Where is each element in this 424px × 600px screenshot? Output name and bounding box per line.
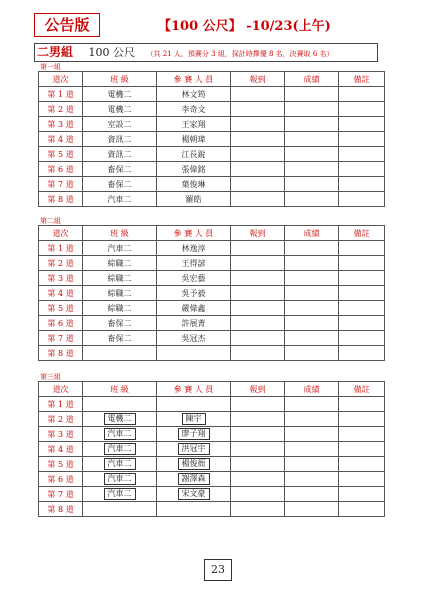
notice-badge: 公告版 (34, 13, 100, 37)
class-box: 汽車二 (104, 443, 136, 455)
table-row (39, 442, 385, 457)
col-class: 班 級 (83, 226, 157, 241)
heat-3-table (38, 381, 385, 517)
checkin-cell (231, 427, 285, 442)
class-cell: 電機二 (83, 87, 157, 102)
athlete-cell (157, 412, 231, 427)
class-cell: 汽車二 (83, 192, 157, 207)
checkin-cell (231, 117, 285, 132)
checkin-cell (231, 241, 285, 256)
athlete-cell (157, 397, 231, 412)
checkin-cell (231, 162, 285, 177)
heat-2-table (38, 225, 385, 361)
result-cell (285, 192, 339, 207)
athlete-cell: 嚴偉鑫 (157, 301, 231, 316)
group-bar (34, 43, 378, 62)
result-cell (285, 427, 339, 442)
remark-cell (339, 487, 385, 502)
result-cell (285, 331, 339, 346)
class-cell (83, 472, 157, 487)
result-cell (285, 147, 339, 162)
result-cell (285, 117, 339, 132)
class-cell (83, 346, 157, 361)
remark-cell (339, 132, 385, 147)
checkin-cell (231, 397, 285, 412)
result-cell (285, 346, 339, 361)
col-remark: 備註 (339, 72, 385, 87)
remark-cell (339, 427, 385, 442)
result-cell (285, 271, 339, 286)
result-cell (285, 301, 339, 316)
lane-cell: 第 3 道 (39, 117, 83, 132)
checkin-cell (231, 346, 285, 361)
checkin-cell (231, 286, 285, 301)
remark-cell (339, 472, 385, 487)
table-row (39, 412, 385, 427)
header-row (39, 382, 385, 397)
athlete-cell: 王家翔 (157, 117, 231, 132)
lane-cell: 第 3 道 (39, 271, 83, 286)
checkin-cell (231, 331, 285, 346)
checkin-cell (231, 132, 285, 147)
table-row (39, 316, 385, 331)
athlete-box: 廖子翔 (178, 428, 210, 440)
lane-cell: 第 1 道 (39, 241, 83, 256)
remark-cell (339, 241, 385, 256)
athlete-cell (157, 346, 231, 361)
class-cell: 室設二 (83, 117, 157, 132)
class-cell: 資訊二 (83, 132, 157, 147)
class-cell: 綜職二 (83, 271, 157, 286)
table-row (39, 147, 385, 162)
class-box: 汽車二 (104, 458, 136, 470)
class-cell: 畜保二 (83, 162, 157, 177)
athlete-cell: 李奇文 (157, 102, 231, 117)
lane-cell: 第 7 道 (39, 331, 83, 346)
athlete-box: 楊俊衙 (178, 458, 210, 470)
table-row (39, 457, 385, 472)
remark-cell (339, 177, 385, 192)
checkin-cell (231, 102, 285, 117)
col-class: 班 級 (83, 382, 157, 397)
athlete-box: 謝澤森 (178, 473, 210, 485)
result-cell (285, 286, 339, 301)
checkin-cell (231, 457, 285, 472)
col-checkin: 報到 (231, 226, 285, 241)
col-remark: 備註 (339, 382, 385, 397)
lane-cell: 第 8 道 (39, 502, 83, 517)
col-lane: 道次 (39, 382, 83, 397)
athlete-cell (157, 457, 231, 472)
athlete-cell: 葉俊琳 (157, 177, 231, 192)
table-row (39, 346, 385, 361)
class-cell (83, 457, 157, 472)
header-row (39, 226, 385, 241)
table-row (39, 87, 385, 102)
page-number: 23 (204, 559, 232, 581)
result-cell (285, 87, 339, 102)
result-cell (285, 397, 339, 412)
table-row (39, 256, 385, 271)
remark-cell (339, 87, 385, 102)
class-box: 電機二 (104, 413, 136, 425)
heat-3-label: 第三組 (40, 373, 61, 381)
athlete-cell (157, 472, 231, 487)
col-checkin: 報到 (231, 382, 285, 397)
class-cell: 綜職二 (83, 286, 157, 301)
athlete-cell: 張偉銘 (157, 162, 231, 177)
class-box: 汽車二 (104, 488, 136, 500)
checkin-cell (231, 412, 285, 427)
lane-cell: 第 4 道 (39, 286, 83, 301)
result-cell (285, 102, 339, 117)
class-cell: 汽車二 (83, 241, 157, 256)
class-cell: 畜保二 (83, 316, 157, 331)
remark-cell (339, 162, 385, 177)
remark-cell (339, 192, 385, 207)
class-cell: 綜職二 (83, 301, 157, 316)
athlete-cell: 江長銳 (157, 147, 231, 162)
table-row (39, 397, 385, 412)
athlete-box: 陳宇 (182, 413, 206, 425)
col-remark: 備註 (339, 226, 385, 241)
event-title: 【100 公尺】 -10/23(上午) (158, 19, 331, 34)
athlete-cell: 林文筠 (157, 87, 231, 102)
class-cell (83, 397, 157, 412)
heat-2-label: 第二組 (40, 217, 61, 225)
remark-cell (339, 346, 385, 361)
result-cell (285, 457, 339, 472)
lane-cell: 第 2 道 (39, 102, 83, 117)
lane-cell: 第 6 道 (39, 316, 83, 331)
class-cell: 畜保二 (83, 331, 157, 346)
checkin-cell (231, 442, 285, 457)
result-cell (285, 442, 339, 457)
athlete-cell: 吳予毅 (157, 286, 231, 301)
col-result: 成績 (285, 226, 339, 241)
group-distance: 100 公尺 (88, 46, 136, 59)
result-cell (285, 472, 339, 487)
athlete-cell: 林逸淳 (157, 241, 231, 256)
remark-cell (339, 457, 385, 472)
col-lane: 道次 (39, 72, 83, 87)
group-note: （共 21 人，預賽分 3 組，採計時擇優 8 名，決賽取 6 名） (146, 50, 334, 58)
lane-cell: 第 7 道 (39, 177, 83, 192)
lane-cell: 第 2 道 (39, 256, 83, 271)
checkin-cell (231, 87, 285, 102)
athlete-cell (157, 442, 231, 457)
table-row (39, 102, 385, 117)
col-name: 參 賽 人 員 (157, 72, 231, 87)
table-row (39, 286, 385, 301)
checkin-cell (231, 192, 285, 207)
checkin-cell (231, 147, 285, 162)
athlete-cell: 羅皓 (157, 192, 231, 207)
athlete-box: 宋文豪 (178, 488, 210, 500)
remark-cell (339, 442, 385, 457)
result-cell (285, 502, 339, 517)
lane-cell: 第 1 道 (39, 87, 83, 102)
lane-cell: 第 4 道 (39, 132, 83, 147)
class-cell (83, 427, 157, 442)
athlete-cell: 楊朝瑋 (157, 132, 231, 147)
athlete-cell (157, 502, 231, 517)
result-cell (285, 487, 339, 502)
remark-cell (339, 301, 385, 316)
class-cell: 資訊二 (83, 147, 157, 162)
table-row (39, 301, 385, 316)
table-row (39, 427, 385, 442)
table-row (39, 132, 385, 147)
remark-cell (339, 256, 385, 271)
athlete-cell: 許展菁 (157, 316, 231, 331)
checkin-cell (231, 472, 285, 487)
lane-cell: 第 8 道 (39, 192, 83, 207)
class-cell: 畜保二 (83, 177, 157, 192)
result-cell (285, 241, 339, 256)
col-result: 成績 (285, 72, 339, 87)
result-cell (285, 316, 339, 331)
athlete-cell: 吳冠杰 (157, 331, 231, 346)
class-cell (83, 442, 157, 457)
lane-cell: 第 4 道 (39, 442, 83, 457)
table-row (39, 192, 385, 207)
remark-cell (339, 331, 385, 346)
result-cell (285, 162, 339, 177)
checkin-cell (231, 301, 285, 316)
class-cell: 電機二 (83, 102, 157, 117)
col-name: 參 賽 人 員 (157, 226, 231, 241)
lane-cell: 第 7 道 (39, 487, 83, 502)
lane-cell: 第 5 道 (39, 147, 83, 162)
remark-cell (339, 397, 385, 412)
table-row (39, 502, 385, 517)
header-row (39, 72, 385, 87)
checkin-cell (231, 502, 285, 517)
remark-cell (339, 286, 385, 301)
lane-cell: 第 3 道 (39, 427, 83, 442)
athlete-cell: 吳宏藝 (157, 271, 231, 286)
col-checkin: 報到 (231, 72, 285, 87)
table-row (39, 271, 385, 286)
lane-cell: 第 5 道 (39, 301, 83, 316)
remark-cell (339, 117, 385, 132)
athlete-cell: 王得諺 (157, 256, 231, 271)
athlete-cell (157, 487, 231, 502)
athlete-cell (157, 427, 231, 442)
athlete-box: 洪冠宇 (178, 443, 210, 455)
heat-1-label: 第一組 (40, 63, 61, 71)
result-cell (285, 177, 339, 192)
result-cell (285, 412, 339, 427)
table-row (39, 331, 385, 346)
remark-cell (339, 412, 385, 427)
table-row (39, 487, 385, 502)
remark-cell (339, 271, 385, 286)
lane-cell: 第 1 道 (39, 397, 83, 412)
lane-cell: 第 6 道 (39, 162, 83, 177)
heat-1-table (38, 71, 385, 207)
class-box: 汽車二 (104, 428, 136, 440)
lane-cell: 第 6 道 (39, 472, 83, 487)
col-lane: 道次 (39, 226, 83, 241)
lane-cell: 第 5 道 (39, 457, 83, 472)
remark-cell (339, 102, 385, 117)
remark-cell (339, 502, 385, 517)
class-cell (83, 412, 157, 427)
table-row (39, 177, 385, 192)
checkin-cell (231, 177, 285, 192)
lane-cell: 第 2 道 (39, 412, 83, 427)
class-cell (83, 502, 157, 517)
table-row (39, 472, 385, 487)
class-cell: 綜職二 (83, 256, 157, 271)
checkin-cell (231, 316, 285, 331)
col-name: 參 賽 人 員 (157, 382, 231, 397)
table-row (39, 162, 385, 177)
lane-cell: 第 8 道 (39, 346, 83, 361)
remark-cell (339, 316, 385, 331)
group-name: 二男組 (37, 45, 74, 59)
col-result: 成績 (285, 382, 339, 397)
result-cell (285, 132, 339, 147)
class-box: 汽車二 (104, 473, 136, 485)
table-row (39, 117, 385, 132)
checkin-cell (231, 271, 285, 286)
table-row (39, 241, 385, 256)
class-cell (83, 487, 157, 502)
checkin-cell (231, 256, 285, 271)
result-cell (285, 256, 339, 271)
remark-cell (339, 147, 385, 162)
col-class: 班 級 (83, 72, 157, 87)
checkin-cell (231, 487, 285, 502)
